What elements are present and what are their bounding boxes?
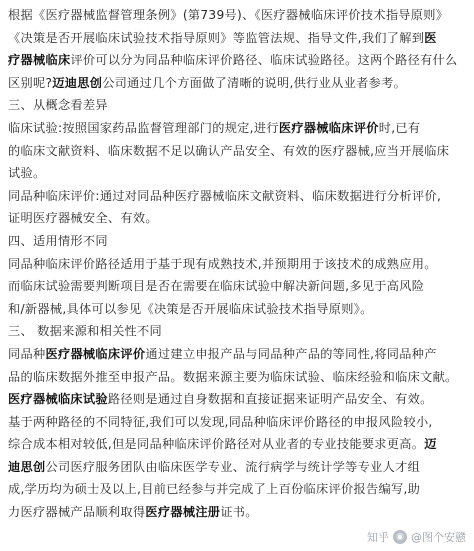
text-line bbox=[8, 27, 466, 50]
text-segment: 临床试验:按照国家药品监督管理部门的规定,进行 bbox=[8, 120, 279, 135]
bold-keyword: 医疗器械临床评价 bbox=[45, 346, 146, 361]
text-segment: 试验。 bbox=[8, 166, 46, 181]
text-line bbox=[8, 433, 466, 456]
author-avatar-icon: ◉ bbox=[393, 530, 407, 544]
text-segment: 力医疗器械产品顺利取得 bbox=[8, 505, 146, 520]
bold-keyword: 医疗器械临床评价 bbox=[278, 120, 379, 135]
text-segment: 同品种 bbox=[8, 346, 46, 361]
text-line bbox=[8, 185, 466, 208]
text-segment: 证书。 bbox=[220, 505, 258, 520]
text-line bbox=[8, 411, 466, 434]
text-line bbox=[8, 94, 466, 117]
zhihu-watermark bbox=[367, 529, 466, 545]
bold-keyword: 迈迪思创 bbox=[52, 75, 103, 90]
bold-keyword: 医 bbox=[424, 30, 437, 45]
text-segment: 评价可以分为同品种临床评价路径、临床试验路径。这两个路径有什么 bbox=[70, 53, 458, 68]
text-segment: 同品种临床评价路径适用于基于现有成熟技术,并预期用于该技术的成熟应用。 bbox=[8, 256, 437, 271]
text-line bbox=[8, 298, 466, 321]
text-segment: 品的临床数据外推至申报产品。数据来源主要为临床试验、临床经验和临床文献。 bbox=[8, 369, 458, 384]
text-segment: 公司医疗服务团队由临床医学专业、流行病学与统计学等专业人才组 bbox=[45, 459, 421, 474]
text-line bbox=[8, 388, 466, 411]
text-line bbox=[8, 4, 466, 27]
text-segment: 路径则是通过自身数据和直接证据来证明产品安全、有效。 bbox=[107, 392, 433, 407]
text-segment: 证明医疗器械安全、有效。 bbox=[8, 211, 158, 226]
text-line bbox=[8, 343, 466, 366]
watermark-author: @图个安戆 bbox=[411, 531, 466, 544]
text-segment: 时,已有 bbox=[378, 120, 421, 135]
text-segment: 三、从概念看差异 bbox=[8, 98, 108, 113]
zhihu-brand: 知乎 bbox=[367, 531, 389, 544]
text-segment: 的临床文献资料、临床数据不足以确认产品安全、有效的医疗器械,应当开展临床 bbox=[8, 143, 450, 158]
text-segment: 区别呢? bbox=[8, 75, 53, 90]
text-segment: 和/新器械,具体可以参见《决策是否开展临床试验技术指导原则》。 bbox=[8, 301, 373, 316]
text-segment: 基于两种路径的不同特征,我们可以发现,同品种临床评价路径的申报风险较小, bbox=[8, 414, 433, 429]
text-segment: 而临床试验需要判断项目是否在需要在临床试验中解决新问题,多见于高风险 bbox=[8, 279, 425, 294]
text-line bbox=[8, 162, 466, 185]
bold-keyword: 医疗器械注册 bbox=[145, 505, 221, 520]
text-segment: 四、适用情形不同 bbox=[8, 233, 108, 248]
text-line bbox=[8, 253, 466, 276]
text-segment: 通过建立申报产品与同品种产品的等同性,将同品种产 bbox=[145, 346, 437, 361]
text-line bbox=[8, 140, 466, 163]
text-segment: 三、 数据来源和相关性不同 bbox=[8, 324, 163, 339]
text-line bbox=[8, 49, 466, 72]
text-segment: 综合成本相对较低,但是同品种临床评价路径对从业者的专业技能要求更高。 bbox=[8, 437, 425, 452]
text-segment: 同品种临床评价:通过对同品种医疗器械临床文献资料、临床数据进行分析评价, bbox=[8, 188, 442, 203]
bold-keyword: 医疗器械临床试验 bbox=[8, 392, 108, 407]
bold-keyword: 迈 bbox=[424, 437, 437, 452]
text-line bbox=[8, 117, 466, 140]
text-segment: 公司通过几个方面做了清晰的说明,供行业从业者参考。 bbox=[102, 75, 407, 90]
text-segment: 《决策是否开展临床试验技术指导原则》等监管法规、指导文件,我们了解到 bbox=[8, 30, 425, 45]
text-line bbox=[8, 478, 466, 501]
text-line bbox=[8, 320, 466, 343]
text-line bbox=[8, 275, 466, 298]
text-line bbox=[8, 501, 466, 524]
text-segment: 根据《医疗器械监督管理条例》(第739号)、《医疗器械临床评价技术指导原则》 bbox=[8, 8, 449, 22]
text-segment: 成,学历均为硕士及以上,目前已经参与并完成了上百份临床评价报告编写,助 bbox=[8, 482, 421, 497]
text-line bbox=[8, 456, 466, 479]
text-line bbox=[8, 207, 466, 230]
text-line bbox=[8, 72, 466, 95]
bold-keyword: 迪思创 bbox=[8, 459, 46, 474]
text-line bbox=[8, 366, 466, 389]
bold-keyword: 疗器械临床 bbox=[8, 53, 71, 68]
text-line bbox=[8, 230, 466, 253]
